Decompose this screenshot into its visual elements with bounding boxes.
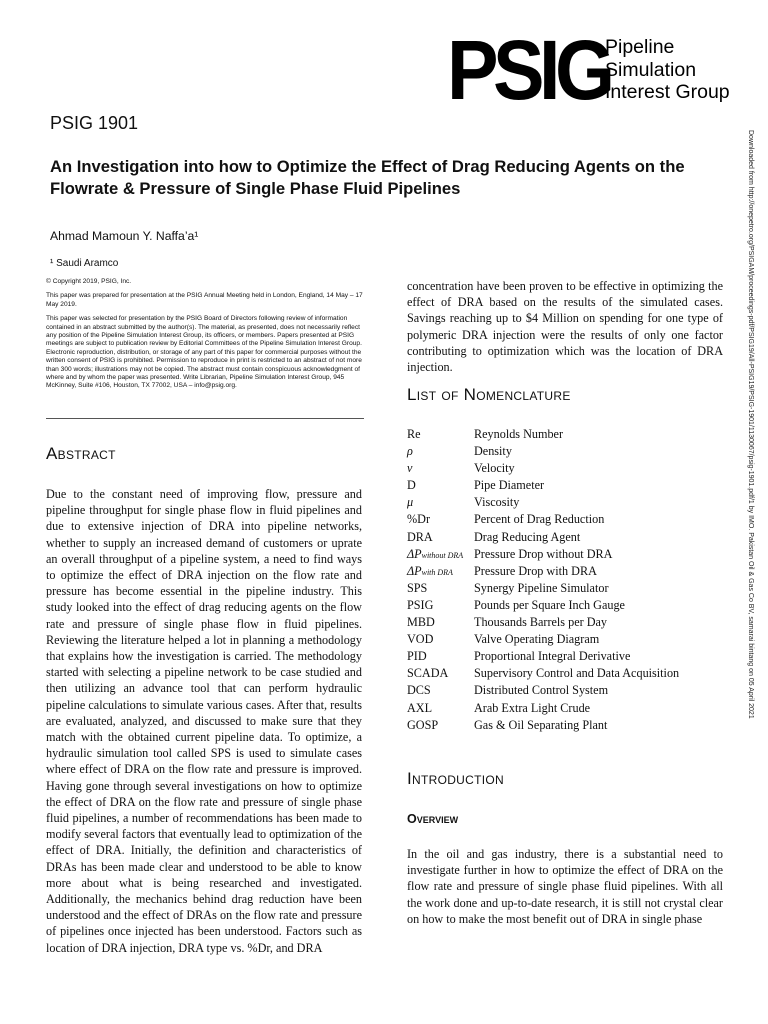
nomenclature-row — [407, 614, 723, 631]
introduction-heading: Introduction — [407, 769, 504, 788]
nomenclature-definition: Thousands Barrels per Day — [474, 615, 608, 630]
nomenclature-symbol: DCS — [407, 683, 431, 698]
nomenclature-definition: Pressure Drop with DRA — [474, 563, 597, 578]
nomenclature-symbol: μ — [407, 495, 414, 510]
nomenclature-definition: Distributed Control System — [474, 683, 609, 698]
copyright-line: © Copyright 2019, PSIG, Inc. — [46, 278, 132, 285]
nomenclature-symbol — [407, 563, 474, 580]
nomenclature-list — [407, 426, 723, 734]
logo-line-simulation: Simulation — [605, 58, 697, 81]
introduction-body: In the oil and gas industry, there is a substantial need to investigate further in how to optimize the effect of DRA on the flow rate and pressure of single phase fluid pipelines. With all the work done and up-to-date research, it is still not crystal clear on how to make the most benefit out of DRA in single phase — [407, 847, 723, 926]
nomenclature-row — [407, 494, 723, 511]
nomenclature-definition: Pipe Diameter — [474, 478, 545, 493]
delta-p-symbol: ΔP — [407, 546, 422, 561]
nomenclature-row — [407, 511, 723, 528]
nomenclature-definition: Drag Reducing Agent — [474, 529, 581, 544]
authors: Ahmad Mamoun Y. Naffa’a¹ — [50, 229, 199, 243]
nomenclature-symbol: GOSP — [407, 717, 439, 732]
nomenclature-row — [407, 529, 723, 546]
download-watermark-text: Downloaded from http://onepetro.org/PSIGAM/proceedings-pdf/PSIG19/All-PSIG19/PSIG-1901/1130067/psig-1901.pdf/1 by IMO. Pakistan Oil & Gas Co BV, samarai bintang on 05 April 2021 — [747, 130, 754, 719]
logo-mark: PSIG — [447, 23, 610, 117]
review-notice: This paper was selected for presentation by the PSIG Board of Directors following review of information contained in an abstract submitted by the author(s). The material, as presented, does not necessarily reflect any position of the Pipeline Simulation Interest Group, its officers, or members. Papers presented at PSIG meetings are subject to publication review by Editorial Committees of the Pipeline Simulation Interest Group. Electronic reproduction, distribution, or storage of any part of this paper for commercial purposes without the written consent of PSIG is prohibited. Permission to reproduce in print is restricted to an abstract of not more than 300 words; illustrations may not be copied. The abstract must contain conspicuous acknowledgment of where and by whom the paper was presented. Write Librarian, Pipeline Simulation Interest Group, 945 McKinney, Suite #106, Houston, TX 77002, USA – info@psig.org. — [46, 315, 362, 390]
psig-logo — [447, 23, 737, 117]
nomenclature-row — [407, 426, 723, 443]
overview-subheading: Overview — [407, 812, 459, 826]
nomenclature-symbol: Re — [407, 427, 421, 441]
nomenclature-definition: Pounds per Square Inch Gauge — [474, 597, 625, 612]
nomenclature-symbol: D — [407, 478, 416, 493]
presentation-notice: This paper was prepared for presentation at the PSIG Annual Meeting held in London, England, 14 May – 17 May 2019. — [46, 292, 363, 308]
notice-divider — [46, 418, 364, 419]
paper-number: PSIG 1901 — [50, 113, 139, 133]
nomenclature-symbol: MBD — [407, 615, 435, 630]
nomenclature-row — [407, 717, 723, 734]
copyright-notices — [46, 278, 364, 397]
nomenclature-row — [407, 563, 723, 580]
nomenclature-row — [407, 477, 723, 494]
affiliation: ¹ Saudi Aramco — [50, 258, 119, 269]
nomenclature-row — [407, 648, 723, 665]
nomenclature-definition: Velocity — [474, 461, 515, 476]
nomenclature-definition: Gas & Oil Separating Plant — [474, 717, 608, 732]
nomenclature-symbol: PID — [407, 649, 427, 664]
nomenclature-row — [407, 665, 723, 682]
download-watermark — [746, 130, 756, 990]
nomenclature-definition: Synergy Pipeline Simulator — [474, 580, 609, 595]
abstract-continuation: concentration have been proven to be effective in optimizing the effect of DRA based on the results of the simulated cases. Savings reaching up to $4 Million on spending for one type of polymeric DRA injection were the results of only one factor contributing to optimization which was the location of DRA injection. — [407, 279, 723, 375]
nomenclature-definition: Proportional Integral Derivative — [474, 649, 631, 664]
logo-text — [605, 36, 730, 104]
nomenclature-definition: Viscosity — [474, 495, 520, 510]
nomenclature-definition: Pressure Drop without DRA — [474, 546, 613, 561]
delta-p-subscript: without DRA — [421, 550, 464, 560]
nomenclature-definition: Supervisory Control and Data Acquisition — [474, 666, 680, 681]
logo-line-interest-group: Interest Group — [605, 81, 730, 103]
nomenclature-definition: Reynolds Number — [474, 427, 564, 441]
nomenclature-symbol: ρ — [407, 444, 413, 459]
nomenclature-symbol: PSIG — [407, 597, 434, 612]
nomenclature-symbol: AXL — [407, 700, 433, 715]
nomenclature-definition: Percent of Drag Reduction — [474, 512, 605, 527]
paper-title: An Investigation into how to Optimize the Effect of Drag Reducing Agents on the Flowrate & Pressure of Single Phase Fluid Pipelines — [50, 157, 685, 198]
nomenclature-symbol — [407, 546, 474, 563]
nomenclature-symbol: SCADA — [407, 666, 449, 681]
abstract-body: Due to the constant need of improving flow, pressure and pipeline throughput for single phase flow in fluid pipelines and due to extensive injection of DRA into pipeline networks, whether to supply an increased demand of customers or uprate an overall throughput of a pipeline system, a need to find ways to optimize the effect of DRA injection on the flow rate and pressure has become essential in the pipeline industry. This study looked into the effect of drag reducing agents on the flow rate and pressure of single phase flow in fluid pipelines. Reviewing the literature helped a lot in planning a methodology that explains how the investigation is carried. The methodology started with selecting a pipeline network to be case studied and then utilizing an advance tool that can perform hydraulic pipeline calculations to simulate various cases. After that, results are evaluated, analyzed, and discussed to make sure that they match with the obtained current pipeline data. To optimize, a hydraulic simulation tool called SPS is used to simulate cases where effect of DRA on the flow rate and pressure is improved. Having gone through several investigations on how to optimize the effect of DRA on the flow rate and pressure of single phase fluid pipelines, a number of recommendations has been made to modify several factors that eventually lead to optimization of the effect of DRA. Initially, the definition and characteristics of DRAs has been made clear and understood to be able to know more about what is being researched and investigated. Additionally, the mechanics behind drag reduction have been understood and the effect of DRAs on the flow rate and pressure of pipelines once injected has been understood. Factors such as location of DRA injection, DRA type vs. %Dr, and DRA — [46, 487, 362, 955]
nomenclature-row — [407, 597, 723, 614]
abstract-heading: Abstract — [46, 444, 116, 463]
nomenclature-definition: Valve Operating Diagram — [474, 632, 600, 647]
nomenclature-heading: List of Nomenclature — [407, 385, 571, 404]
logo-line-pipeline: Pipeline — [605, 36, 675, 58]
nomenclature-definition: Arab Extra Light Crude — [474, 700, 591, 715]
nomenclature-definition: Density — [474, 444, 512, 459]
nomenclature-row — [407, 580, 723, 597]
nomenclature-row — [407, 631, 723, 648]
nomenclature-symbol: %Dr — [407, 512, 431, 527]
nomenclature-row — [407, 700, 723, 717]
nomenclature-row — [407, 546, 723, 563]
delta-p-subscript: with DRA — [421, 567, 453, 577]
nomenclature-symbol: DRA — [407, 529, 433, 544]
nomenclature-symbol: ν — [407, 461, 413, 476]
delta-p-symbol: ΔP — [407, 563, 422, 578]
nomenclature-row — [407, 460, 723, 477]
nomenclature-row — [407, 682, 723, 699]
nomenclature-row — [407, 443, 723, 460]
nomenclature-symbol: VOD — [407, 632, 434, 647]
nomenclature-symbol: SPS — [407, 580, 428, 595]
